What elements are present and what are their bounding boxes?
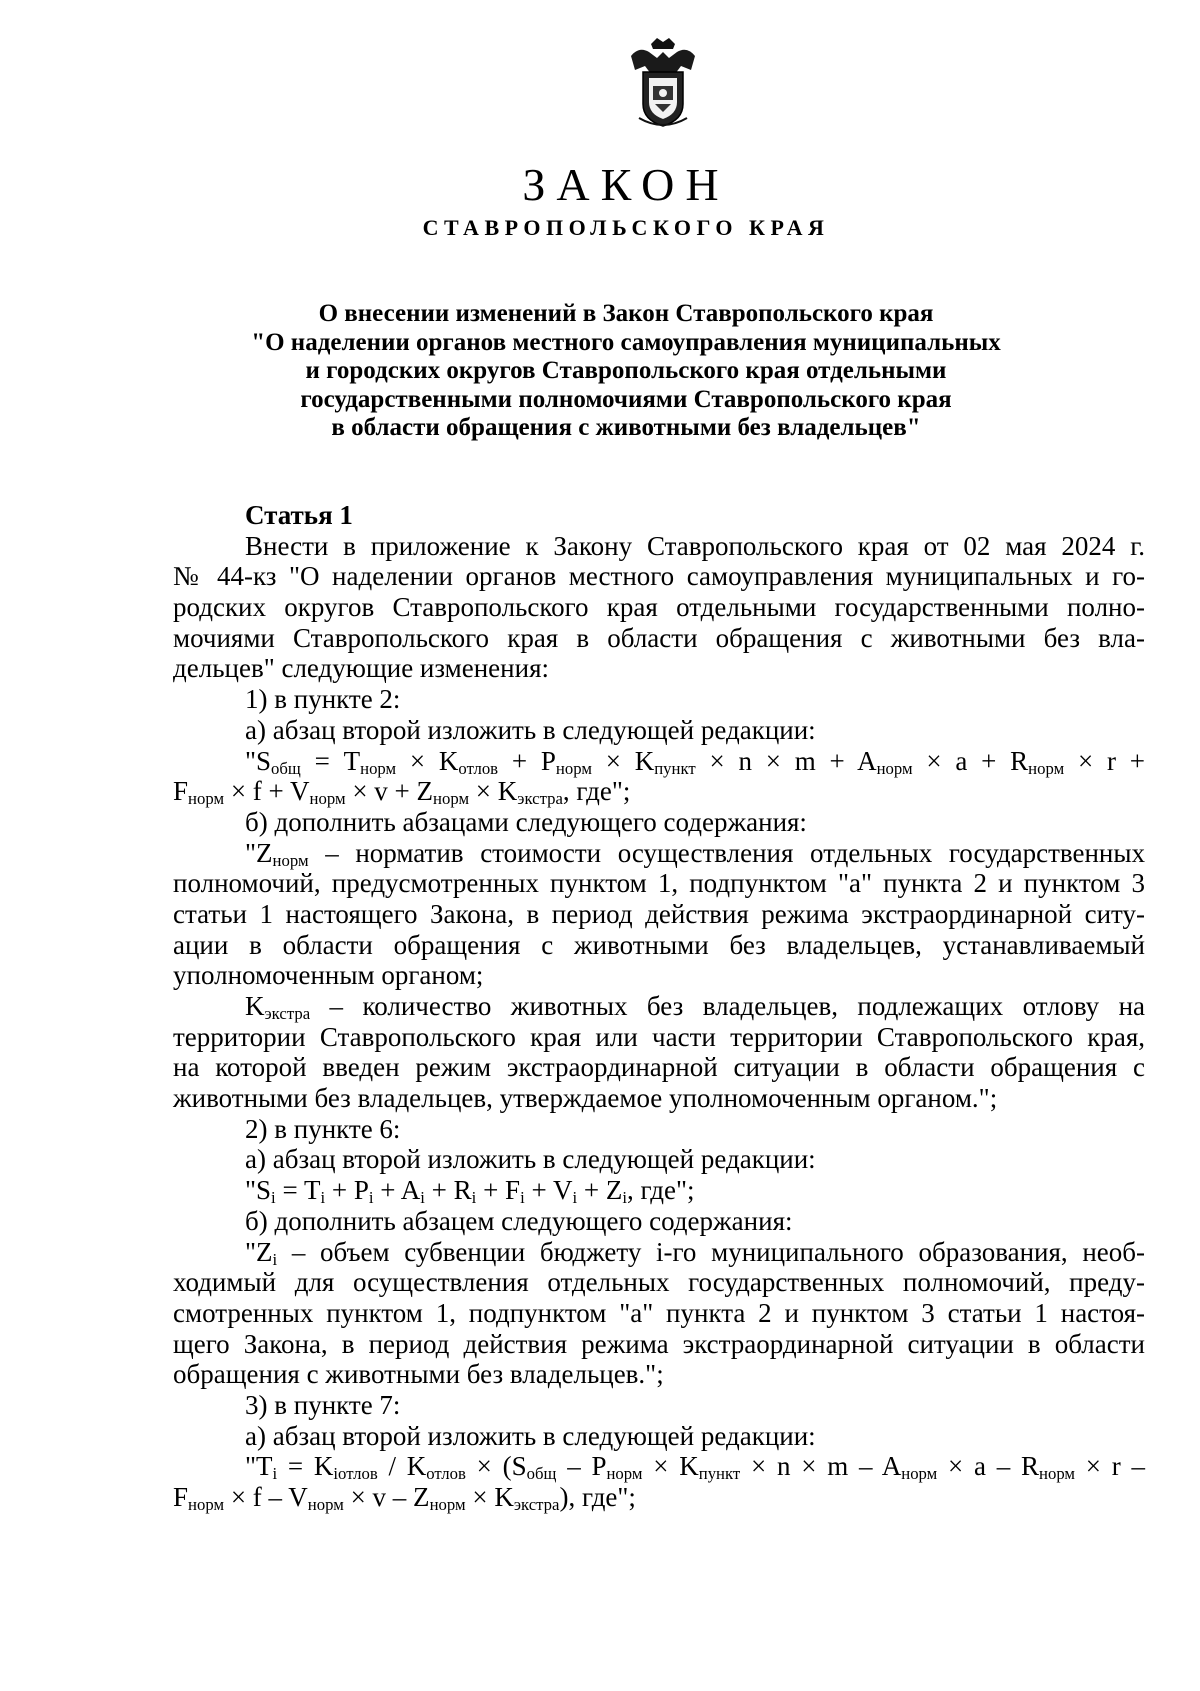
definition-line: животными без владельцев, утверждаемое уполномоченным органом."; (173, 1083, 998, 1114)
definition-line: щего Закона, в период действия режима экстраординарной ситуации в области (173, 1328, 1145, 1359)
item-1-label: 1) в пункте 2: (245, 684, 401, 715)
item-3a-label: а) абзац второй изложить в следующей редакции: (245, 1420, 816, 1451)
item-2b-label: б) дополнить абзацем следующего содержания: (245, 1205, 793, 1236)
definition-line: смотренных пунктом 1, подпунктом "а" пункта 2 и пунктом 3 статьи 1 настоя- (173, 1297, 1145, 1328)
definition-line: ации в области обращения с животными без владельцев, устанавливаемый (173, 929, 1145, 960)
intro-line: родских округов Ставропольского края отдельными государственными полно- (173, 592, 1145, 623)
intro-line: дельцев" следующие изменения: (173, 653, 549, 684)
k-ekstra-definition: $K_{экстра}$ – количество животных без владельцев, подлежащих отлову на (245, 991, 1145, 1024)
item-2a-label: а) абзац второй изложить в следующей редакции: (245, 1144, 816, 1175)
heading-line: в области обращения с животными без владельцев" (331, 414, 921, 441)
coat-of-arms-icon (627, 36, 699, 128)
intro-line: мочиями Ставропольского края в области обращения с животными без вла- (173, 622, 1145, 653)
heading-line: государственными полномочиями Ставропольского края (300, 385, 952, 413)
law-heading (0, 300, 1200, 443)
definition-line: обращения с животными без владельцев."; (173, 1359, 664, 1390)
definition-line: на которой введен режим экстраординарной ситуации в области обращения с (173, 1052, 1145, 1083)
document-subtitle: СТАВРОПОЛЬСКОГО КРАЯ (422, 215, 830, 240)
zi-definition: "$Z_i$ – объем субвенции бюджету i-го муниципального образования, необ- (245, 1236, 1145, 1269)
formula-3-line-2: $F_{норм} \times f - V_{норм} \times v - Z_{норм} \times K_{экстра}$), где"; (173, 1482, 636, 1515)
formula-1-line-2: $F_{норм} \times f + V_{норм} \times v + Z_{норм} \times K_{экстра}$, где"; (173, 776, 631, 809)
item-1b-label: б) дополнить абзацами следующего содержания: (245, 806, 807, 837)
z-norm-definition: "$Z_{норм}$ – норматив стоимости осуществления отдельных государственных (245, 837, 1145, 870)
document-title: ЗАКОН (522, 159, 730, 210)
formula-1-line-1: "$S_{общ} = T_{норм} \times K_{отлов} + P_{норм} \times K_{пункт} \times n \times m + A_{норм} \times a + R_{норм} \times r$ + (245, 745, 1145, 778)
formula-2: "$S_i = T_i + P_i + A_i + R_i + F_i + V_i + Z_i$, где"; (245, 1175, 695, 1208)
intro-line: № 44-кз "О наделении органов местного самоуправления муниципальных и го- (173, 561, 1145, 592)
article-title: Статья 1 (245, 500, 353, 530)
heading-line: О внесении изменений в Закон Ставропольского края (318, 300, 934, 327)
definition-line: полномочий, предусмотренных пунктом 1, подпунктом "а" пункта 2 и пунктом 3 (173, 868, 1145, 899)
item-2-label: 2) в пункте 6: (245, 1113, 401, 1144)
intro-line: Внести в приложение к Закону Ставропольского края от 02 мая 2024 г. (245, 530, 1145, 561)
heading-line: "О наделении органов местного самоуправления муниципальных (251, 328, 1001, 356)
heading-line: и городских округов Ставропольского края отдельными (305, 357, 947, 384)
definition-line: ходимый для осуществления отдельных государственных полномочий, преду- (173, 1267, 1145, 1298)
definition-line: статьи 1 настоящего Закона, в период действия режима экстраординарной ситу- (173, 898, 1145, 929)
item-3-label: 3) в пункте 7: (245, 1389, 401, 1420)
item-1a-label: а) абзац второй изложить в следующей редакции: (245, 714, 816, 745)
article-body (173, 500, 1145, 1513)
definition-line: территории Ставропольского края или части территории Ставропольского края, (173, 1021, 1145, 1052)
definition-line: уполномоченным органом; (173, 960, 484, 991)
formula-3-line-1: "$T_i = K_{iотлов} / K_{отлов} \times (S_{общ} - P_{норм} \times K_{пункт} \times n \times m - A_{норм} \times a - R_{норм} \times r$ – (245, 1451, 1146, 1484)
